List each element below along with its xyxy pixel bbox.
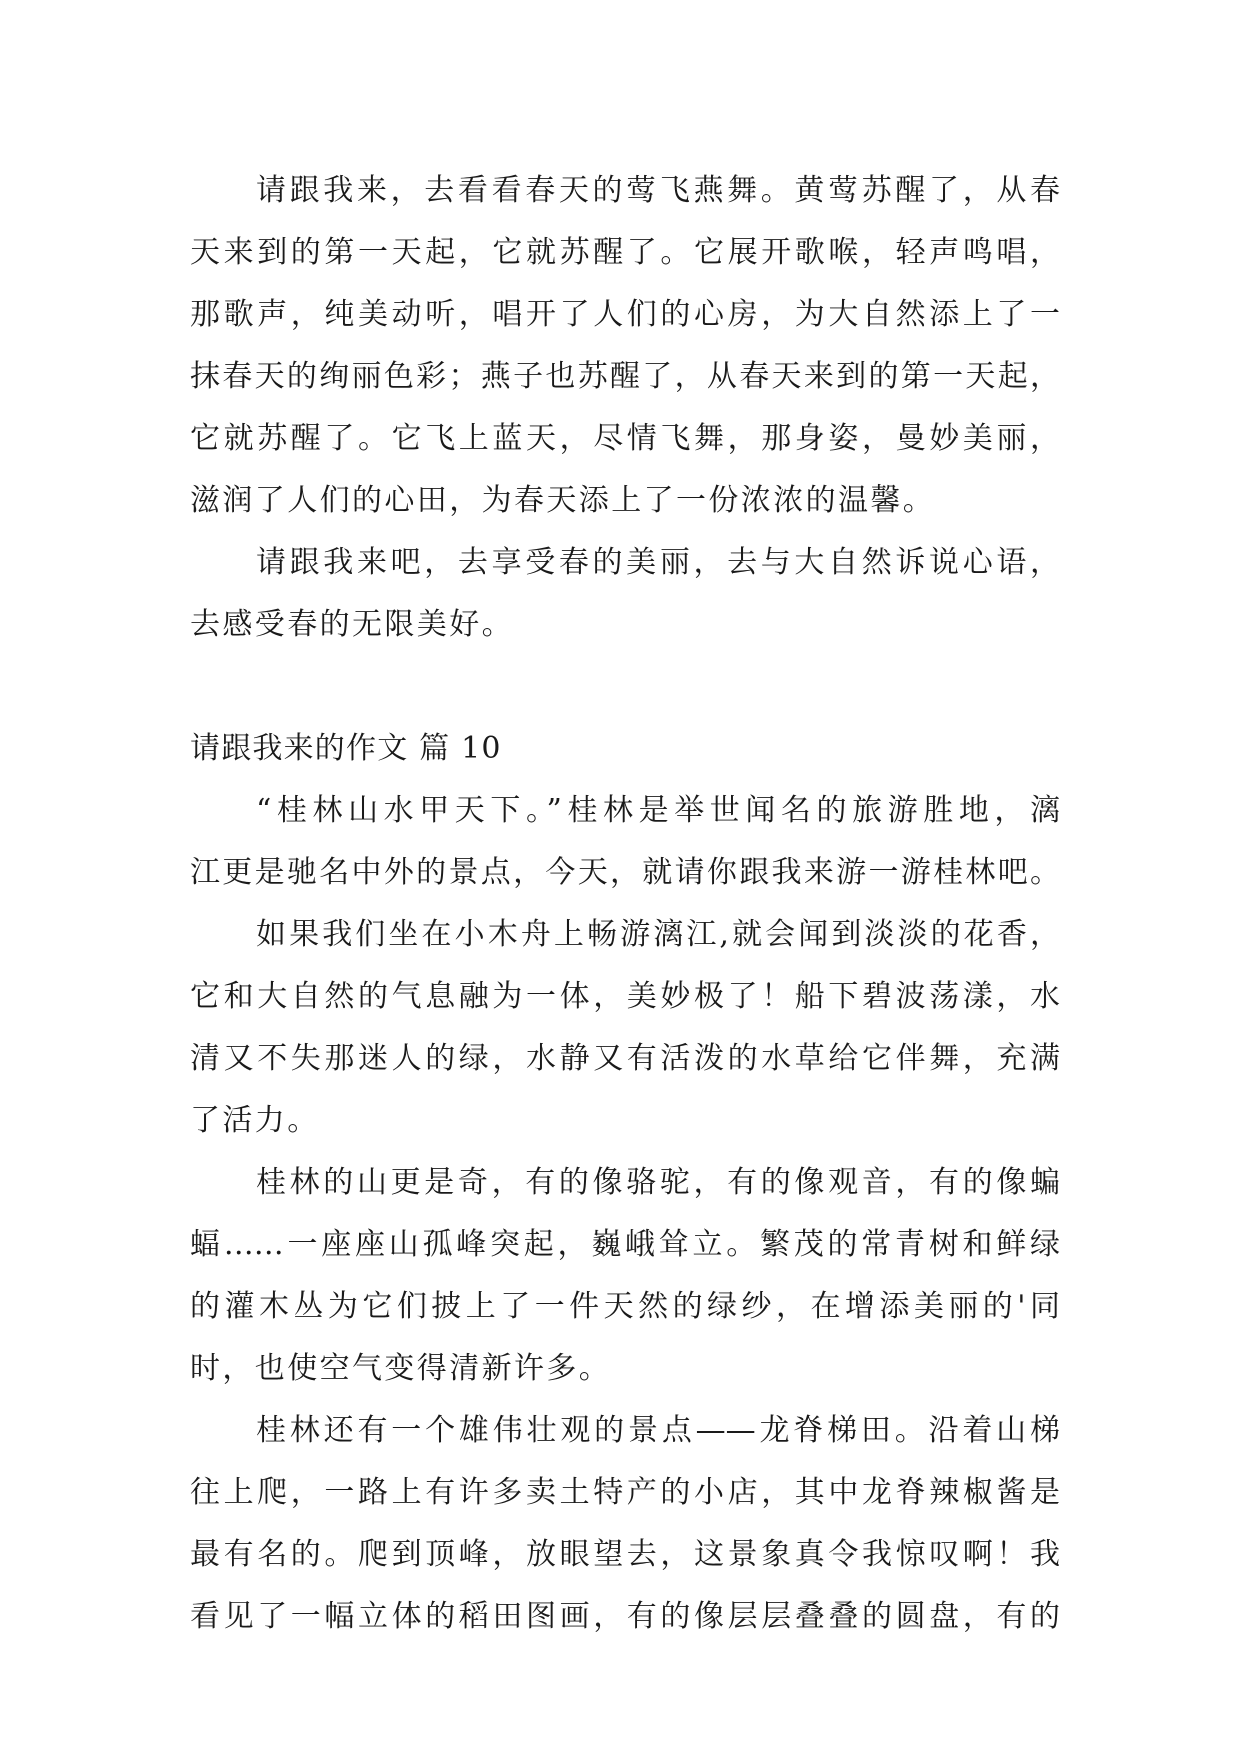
- text-line: 天来到的第一天起，它就苏醒了。它展开歌喉，轻声鸣唱，: [190, 235, 1060, 270]
- text-line: 的灌木丛为它们披上了一件天然的绿纱，在增添美丽的'同: [190, 1289, 1060, 1324]
- document-body: [190, 160, 1060, 1648]
- text-line: 去感受春的无限美好。: [190, 607, 514, 642]
- paragraph: [190, 780, 1060, 904]
- paragraph: [190, 1152, 1060, 1400]
- text-line: 往上爬，一路上有许多卖土特产的小店，其中龙脊辣椒酱是: [190, 1475, 1060, 1510]
- text-line: 那歌声，纯美动听，唱开了人们的心房，为大自然添上了一: [190, 297, 1060, 332]
- text-line: 了活力。: [190, 1103, 320, 1138]
- text-line: 时，也使空气变得清新许多。: [190, 1351, 612, 1386]
- text-line: 它和大自然的气息融为一体，美妙极了！船下碧波荡漾，水: [190, 979, 1060, 1014]
- paragraph: [190, 1400, 1060, 1648]
- text-line: 滋润了人们的心田，为春天添上了一份浓浓的温馨。: [190, 483, 936, 518]
- paragraph: [190, 532, 1060, 656]
- text-line: 请跟我来吧，去享受春的美丽，去与大自然诉说心语，: [256, 545, 1060, 580]
- text-line: 江更是驰名中外的景点，今天，就请你跟我来游一游桂林吧。: [190, 855, 1060, 890]
- text-line: 请跟我来，去看看春天的莺飞燕舞。黄莺苏醒了，从春: [256, 173, 1060, 208]
- text-line: 如果我们坐在小木舟上畅游漓江,就会闻到淡淡的花香，: [256, 917, 1060, 952]
- text-line: 它就苏醒了。它飞上蓝天，尽情飞舞，那身姿，曼妙美丽，: [190, 421, 1060, 456]
- paragraph: [190, 904, 1060, 1152]
- text-line: 蝠……一座座山孤峰突起，巍峨耸立。繁茂的常青树和鲜绿: [190, 1227, 1060, 1262]
- text-line: 最有名的。爬到顶峰，放眼望去，这景象真令我惊叹啊！我: [190, 1537, 1060, 1572]
- blank-line: [190, 656, 1060, 718]
- text-line: 清又不失那迷人的绿，水静又有活泼的水草给它伴舞，充满: [190, 1041, 1060, 1076]
- text-line: 看见了一幅立体的稻田图画，有的像层层叠叠的圆盘，有的: [190, 1599, 1060, 1634]
- section-heading: 请跟我来的作文 篇 10: [190, 731, 502, 766]
- text-line: 桂林还有一个雄伟壮观的景点——龙脊梯田。沿着山梯: [256, 1413, 1060, 1448]
- text-line: 桂林的山更是奇，有的像骆驼，有的像观音，有的像蝙: [256, 1165, 1060, 1200]
- text-line: 抹春天的绚丽色彩；燕子也苏醒了，从春天来到的第一天起，: [190, 359, 1060, 394]
- paragraph: [190, 160, 1060, 532]
- text-line: “桂林山水甲天下。”桂林是举世闻名的旅游胜地，漓: [256, 793, 1060, 828]
